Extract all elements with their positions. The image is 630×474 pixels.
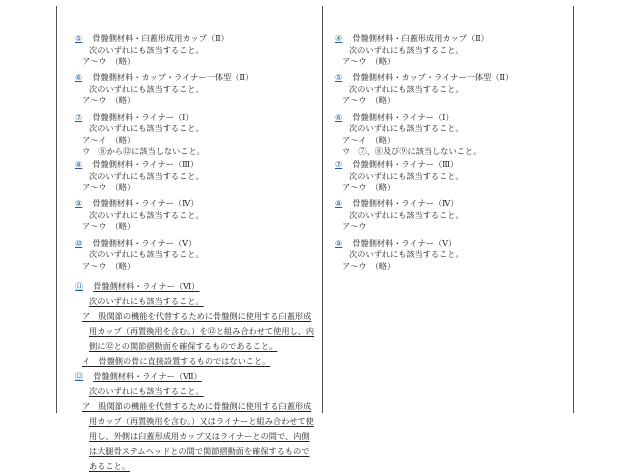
item-number: ⑧ xyxy=(75,158,83,169)
list-item xyxy=(335,238,570,273)
clause-a-line: は大腿骨ステムヘッドとの間で関節摺動面を確保するもので xyxy=(89,446,310,457)
item-line: ウ ⑧から⑫に該当しないこと。 xyxy=(82,146,205,157)
item-line: ア～ウ （略） xyxy=(82,95,136,106)
list-item-new xyxy=(75,369,320,474)
list-item xyxy=(335,112,570,158)
item-line: 次のいずれにも該当すること。 xyxy=(89,123,204,134)
item-title: 骨盤側材料・カップ・ライナー一体型（Ⅱ） xyxy=(352,72,514,83)
left-column xyxy=(75,33,320,474)
clause-a-line: 用し、外側は臼蓋形成用カップ又はライナーとの間で、内側 xyxy=(89,431,310,442)
item-line: 次のいずれにも該当すること。 xyxy=(89,249,204,260)
clause-a-line: 用カップ（再置換用を含む。）を⑫と組み合わせて使用し、内 xyxy=(89,326,315,337)
left-margin-line xyxy=(56,6,57,413)
item-title: 骨盤側材料・ライナー（Ⅶ） xyxy=(93,371,202,382)
list-item xyxy=(75,159,320,194)
item-number: ⑩ xyxy=(75,237,83,248)
item-number: ⑪ xyxy=(75,281,84,292)
item-number: ⑦ xyxy=(335,158,343,169)
item-title: 骨盤側材料・ライナー（Ⅰ） xyxy=(352,111,454,122)
item-line: ア～ウ （略） xyxy=(342,56,396,67)
list-item xyxy=(75,112,320,158)
item-line: 次のいずれにも該当すること。 xyxy=(349,170,464,181)
item-line: ア～イ （略） xyxy=(342,134,396,145)
item-line: ア～ウ （略） xyxy=(82,221,136,232)
right-margin-line xyxy=(573,6,574,413)
item-line: ア～ウ （略） xyxy=(342,95,396,106)
item-number: ⑤ xyxy=(75,33,83,43)
item-line: 次のいずれにも該当すること。 xyxy=(89,44,204,55)
item-line: 次のいずれにも該当すること。 xyxy=(349,249,464,260)
item-line: ア～ウ xyxy=(342,221,367,232)
item-line: ウ ⑦、⑧及び⑨に該当しないこと。 xyxy=(342,146,482,157)
item-line: 次のいずれにも該当すること。 xyxy=(349,123,464,134)
item-number: ⑨ xyxy=(75,198,83,209)
item-lead: 次のいずれにも該当すること。 xyxy=(89,296,204,307)
list-item-new xyxy=(75,279,320,369)
item-number: ⑫ xyxy=(75,371,84,382)
center-divider xyxy=(322,6,323,413)
item-line: 次のいずれにも該当すること。 xyxy=(89,209,204,220)
item-line: ア～イ （略） xyxy=(82,134,136,145)
item-title: 骨盤側材料・臼蓋形成用カップ（Ⅱ） xyxy=(92,33,229,43)
list-item xyxy=(75,72,320,107)
item-number: ⑥ xyxy=(335,111,343,122)
item-number: ⑤ xyxy=(335,72,343,83)
item-title: 骨盤側材料・ライナー（Ⅴ） xyxy=(352,237,457,248)
right-column xyxy=(335,33,570,272)
item-title: 骨盤側材料・ライナー（Ⅰ） xyxy=(92,111,194,122)
item-number: ⑨ xyxy=(335,237,343,248)
item-title: 骨盤側材料・ライナー（Ⅳ） xyxy=(92,198,199,209)
item-line: ア～ウ （略） xyxy=(342,182,396,193)
item-line: ア～ウ （略） xyxy=(82,260,136,271)
item-number: ⑥ xyxy=(75,72,83,83)
clause-a-line: ア 股関節の機能を代替するために骨盤側に使用する臼蓋形成 xyxy=(82,311,312,322)
list-item xyxy=(335,159,570,194)
list-item xyxy=(335,72,570,107)
clause-a-line: ア 股関節の機能を代替するために骨盤側に使用する臼蓋形成 xyxy=(82,401,312,412)
item-title: 骨盤側材料・ライナー（Ⅲ） xyxy=(92,158,199,169)
clause-a-line: 用カップ（再置換用を含む。）又はライナーと組み合わせて使 xyxy=(89,416,314,427)
item-title: 骨盤側材料・ライナー（Ⅴ） xyxy=(92,237,197,248)
item-title: 骨盤側材料・臼蓋形成用カップ（Ⅱ） xyxy=(352,33,489,43)
item-number: ④ xyxy=(335,33,343,43)
list-item xyxy=(75,198,320,233)
item-line: ア～ウ （略） xyxy=(82,56,136,67)
item-title: 骨盤側材料・ライナー（Ⅵ） xyxy=(93,281,200,292)
list-item xyxy=(335,33,570,68)
item-line: ア～ウ （略） xyxy=(342,260,396,271)
list-item xyxy=(335,198,570,233)
item-lead: 次のいずれにも該当すること。 xyxy=(89,386,204,397)
item-line: 次のいずれにも該当すること。 xyxy=(349,44,464,55)
clause-b-line: イ 骨盤側の骨に直接設置するものではないこと。 xyxy=(82,356,271,367)
item-title: 骨盤側材料・カップ・ライナー一体型（Ⅱ） xyxy=(92,72,254,83)
item-line: 次のいずれにも該当すること。 xyxy=(349,83,464,94)
item-title: 骨盤側材料・ライナー（Ⅳ） xyxy=(352,198,459,209)
item-title: 骨盤側材料・ライナー（Ⅲ） xyxy=(352,158,459,169)
list-item xyxy=(75,238,320,273)
item-line: 次のいずれにも該当すること。 xyxy=(349,209,464,220)
item-number: ⑦ xyxy=(75,111,83,122)
list-item xyxy=(75,33,320,68)
item-line: ア～ウ （略） xyxy=(82,182,136,193)
item-line: 次のいずれにも該当すること。 xyxy=(89,83,204,94)
item-number: ⑧ xyxy=(335,198,343,209)
clause-a-line: 側に⑫との関節摺動面を確保するものであること。 xyxy=(89,341,278,352)
item-line: 次のいずれにも該当すること。 xyxy=(89,170,204,181)
clause-a-line: あること。 xyxy=(89,461,130,472)
